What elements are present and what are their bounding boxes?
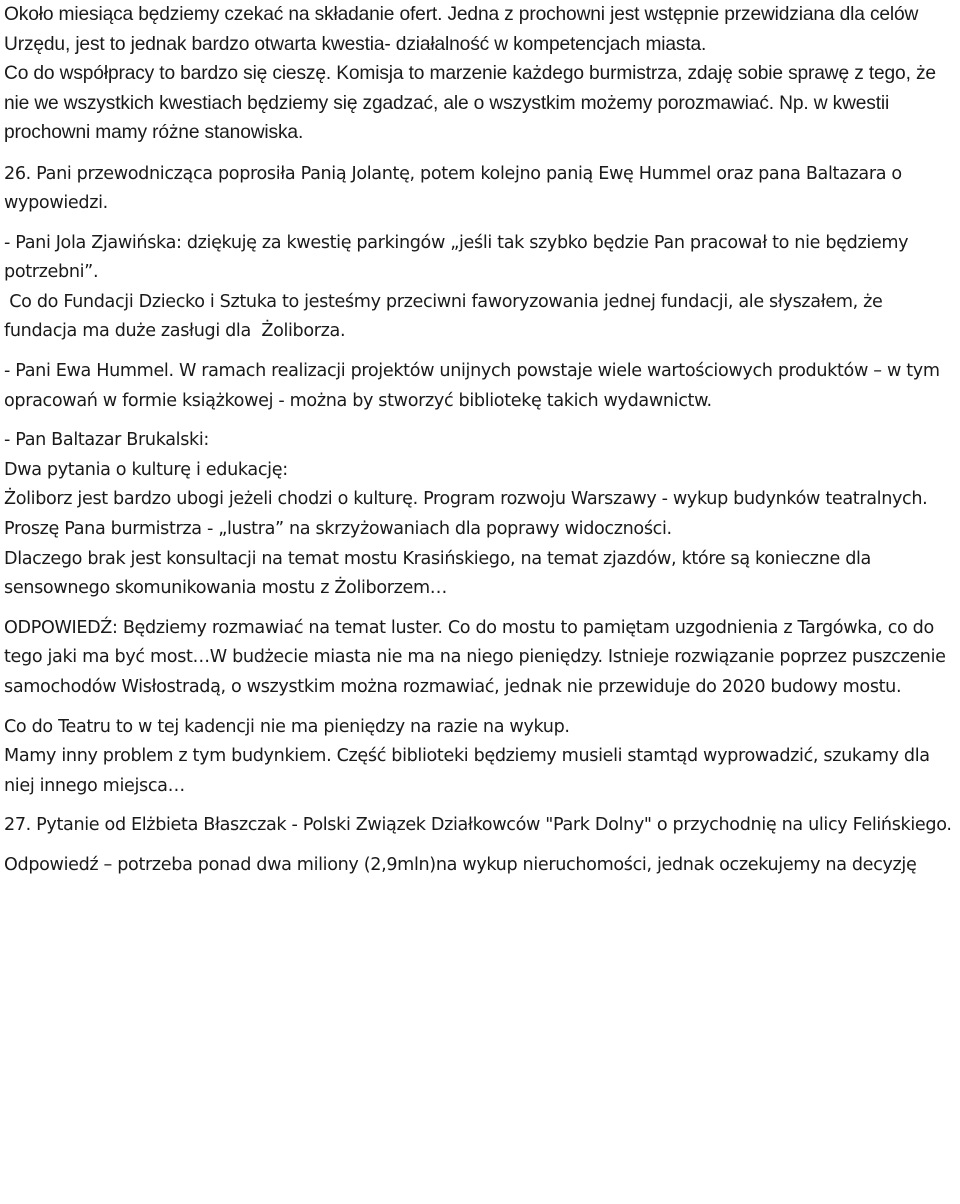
baltazar-line: Dlaczego brak jest konsultacji na temat mostu Krasińskiego, na temat zjazdów, które są konieczne dla sensownego skomunikowania mostu z Żoliborzem… (4, 548, 871, 599)
document-page (4, 0, 956, 881)
baltazar-line: Żoliborz jest bardzo ubogi jeżeli chodzi o kulturę. Program rozwoju Warszawy - wykup budynków teatralnych. (4, 489, 928, 510)
paragraph-offers: Około miesiąca będziemy czekać na składanie ofert. Jedna z prochowni jest wstępnie przewidziana dla celów Urzędu, jest to jednak bardzo otwarta kwestia- działalność w kompetencjach miasta. (4, 4, 919, 55)
item-27-answer: Odpowiedź – potrzeba ponad dwa miliony (2,9mln)na wykup nieruchomości, jednak oczekujemy na decyzję (4, 854, 917, 875)
theatre-line: Mamy inny problem z tym budynkiem. Część biblioteki będziemy musieli stamtąd wyprowadzić, szukamy dla niej innego miejsca… (4, 746, 930, 796)
answer-mayor: ODPOWIEDŹ: Będziemy rozmawiać na temat luster. Co do mostu to pamiętam uzgodnienia z Targówka, co do tego jaki ma być most…W budżecie miasta nie ma na niego pieniędzy. Istnieje rozwiązanie poprzez puszczenie samochodów Wisłostradą, o wszystkim można rozmawiać, jednak nie przewiduje do 2020 budowy mostu. (4, 617, 946, 697)
statement-ewa-hummel: - Pani Ewa Hummel. W ramach realizacji projektów unijnych powstaje wiele wartościowych produktów – w tym opracowań w formie książkowej - można by stworzyć bibliotekę takich wydawnictw. (4, 361, 940, 411)
paragraph-cooperation: Co do współpracy to bardzo się cieszę. Komisja to marzenie każdego burmistrza, zdaję sobie sprawę z tego, że nie we wszystkich kwestiach będziemy się zgadzać, ale o wszystkim możemy porozmawiać. Np. w kwestii prochowni mamy różne stanowiska. (4, 63, 936, 143)
statement-jola-foundation: Co do Fundacji Dziecko i Sztuka to jesteśmy przeciwni faworyzowania jednej fundacji, ale słyszałem, że fundacja ma duże zasługi dla Żoliborza. (4, 291, 888, 342)
baltazar-line: Dwa pytania o kulturę i edukację: (4, 459, 288, 480)
statement-baltazar-heading: - Pan Baltazar Brukalski: (4, 430, 209, 451)
statement-jola-parking: - Pani Jola Zjawińska: dziękuję za kwestię parkingów „jeśli tak szybko będzie Pan pracował to nie będziemy potrzebni”. (4, 232, 909, 283)
baltazar-line: Proszę Pana burmistrza - „lustra” na skrzyżowaniach dla poprawy widoczności. (4, 519, 672, 540)
theatre-line: Co do Teatru to w tej kadencji nie ma pieniędzy na razie na wykup. (4, 716, 570, 737)
item-26-intro: 26. Pani przewodnicząca poprosiła Panią Jolantę, potem kolejno panią Ewę Hummel oraz pana Baltazara o wypowiedzi. (4, 163, 902, 214)
item-27-question: 27. Pytanie od Elżbieta Błaszczak - Polski Związek Działkowców "Park Dolny" o przychodnię na ulicy Felińskiego. (4, 815, 952, 836)
